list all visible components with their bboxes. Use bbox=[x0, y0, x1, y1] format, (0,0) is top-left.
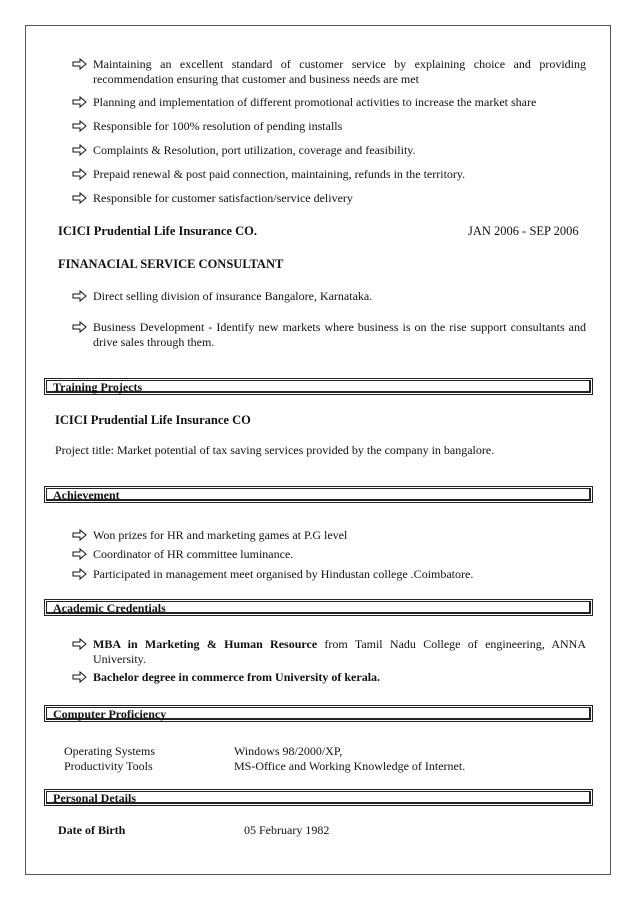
list-item bbox=[74, 167, 586, 182]
list-item-text: Prepaid renewal & post paid connection, maintaining, refunds in the territory. bbox=[93, 167, 466, 181]
list-item bbox=[74, 57, 586, 87]
arrow-right-icon bbox=[72, 191, 88, 205]
list-item-text: Planning and implementation of different promotional activities to increase the market share bbox=[93, 95, 537, 109]
degree-title: MBA in Marketing & Human Resource bbox=[93, 637, 318, 651]
arrow-right-icon bbox=[72, 547, 88, 561]
list-item-text: Responsible for 100% resolution of pending installs bbox=[93, 119, 343, 133]
arrow-right-icon bbox=[72, 57, 88, 71]
list-item-text: Participated in management meet organised by Hindustan college .Coimbatore. bbox=[93, 567, 474, 581]
list-item bbox=[74, 119, 586, 134]
list-item bbox=[74, 637, 586, 667]
section-header-personal bbox=[44, 789, 593, 806]
training-project: Project title: Market potential of tax saving services provided by the company in bangalore. bbox=[55, 443, 495, 457]
list-item bbox=[74, 289, 586, 304]
list-item bbox=[74, 191, 586, 206]
arrow-right-icon bbox=[72, 95, 88, 109]
list-item bbox=[74, 320, 586, 350]
list-item-text bbox=[74, 637, 586, 667]
section-title: Achievement bbox=[53, 488, 120, 502]
skill-value: MS-Office and Working Knowledge of Internet. bbox=[234, 759, 466, 773]
arrow-right-icon bbox=[72, 289, 88, 303]
job-dates: JAN 2006 - SEP 2006 bbox=[468, 224, 579, 238]
dob-label: Date of Birth bbox=[58, 823, 126, 837]
section-title: Personal Details bbox=[53, 791, 136, 805]
skill-value: Windows 98/2000/XP, bbox=[234, 744, 343, 758]
arrow-right-icon bbox=[72, 119, 88, 133]
list-item-text: Direct selling division of insurance Bangalore, Karnataka. bbox=[93, 289, 373, 303]
arrow-right-icon bbox=[72, 528, 88, 542]
skill-label: Operating Systems bbox=[64, 744, 155, 758]
arrow-right-icon bbox=[72, 167, 88, 181]
list-item-text: Won prizes for HR and marketing games at P.G level bbox=[93, 528, 348, 542]
section-title: Academic Credentials bbox=[53, 601, 166, 615]
section-header-computer bbox=[44, 705, 593, 722]
list-item-text: Bachelor degree in commerce from University of kerala. bbox=[93, 670, 381, 684]
list-item bbox=[74, 547, 586, 562]
list-item bbox=[74, 528, 586, 543]
list-item bbox=[74, 670, 586, 685]
section-header-achievement bbox=[44, 486, 593, 503]
list-item-text: Complaints & Resolution, port utilization, coverage and feasibility. bbox=[93, 143, 416, 157]
degree-detail: from Tamil Nadu College of engineering, ANNA University. bbox=[93, 637, 586, 666]
section-header-academic bbox=[44, 599, 593, 616]
list-item-text: Responsible for customer satisfaction/service delivery bbox=[93, 191, 353, 205]
arrow-right-icon bbox=[72, 637, 88, 651]
company-name: ICICI Prudential Life Insurance CO. bbox=[58, 224, 257, 238]
dob-value: 05 February 1982 bbox=[244, 823, 330, 837]
skill-label: Productivity Tools bbox=[64, 759, 153, 773]
arrow-right-icon bbox=[72, 143, 88, 157]
list-item-text: Maintaining an excellent standard of customer service by explaining choice and providing recommendation ensuring that customer and business needs are met bbox=[93, 57, 586, 86]
section-title: Training Projects bbox=[53, 380, 143, 394]
list-item-text: Coordinator of HR committee luminance. bbox=[93, 547, 294, 561]
list-item bbox=[74, 95, 586, 110]
arrow-right-icon bbox=[72, 670, 88, 684]
list-item bbox=[74, 143, 586, 158]
section-title: Computer Proficiency bbox=[53, 707, 167, 721]
training-company: ICICI Prudential Life Insurance CO bbox=[55, 413, 251, 427]
list-item bbox=[74, 567, 586, 582]
job-role: FINANACIAL SERVICE CONSULTANT bbox=[58, 257, 284, 271]
list-item-text: Business Development - Identify new markets where business is on the rise support consultants and drive sales through them. bbox=[93, 320, 586, 349]
arrow-right-icon bbox=[72, 320, 88, 334]
arrow-right-icon bbox=[72, 567, 88, 581]
section-header-training bbox=[44, 378, 593, 395]
